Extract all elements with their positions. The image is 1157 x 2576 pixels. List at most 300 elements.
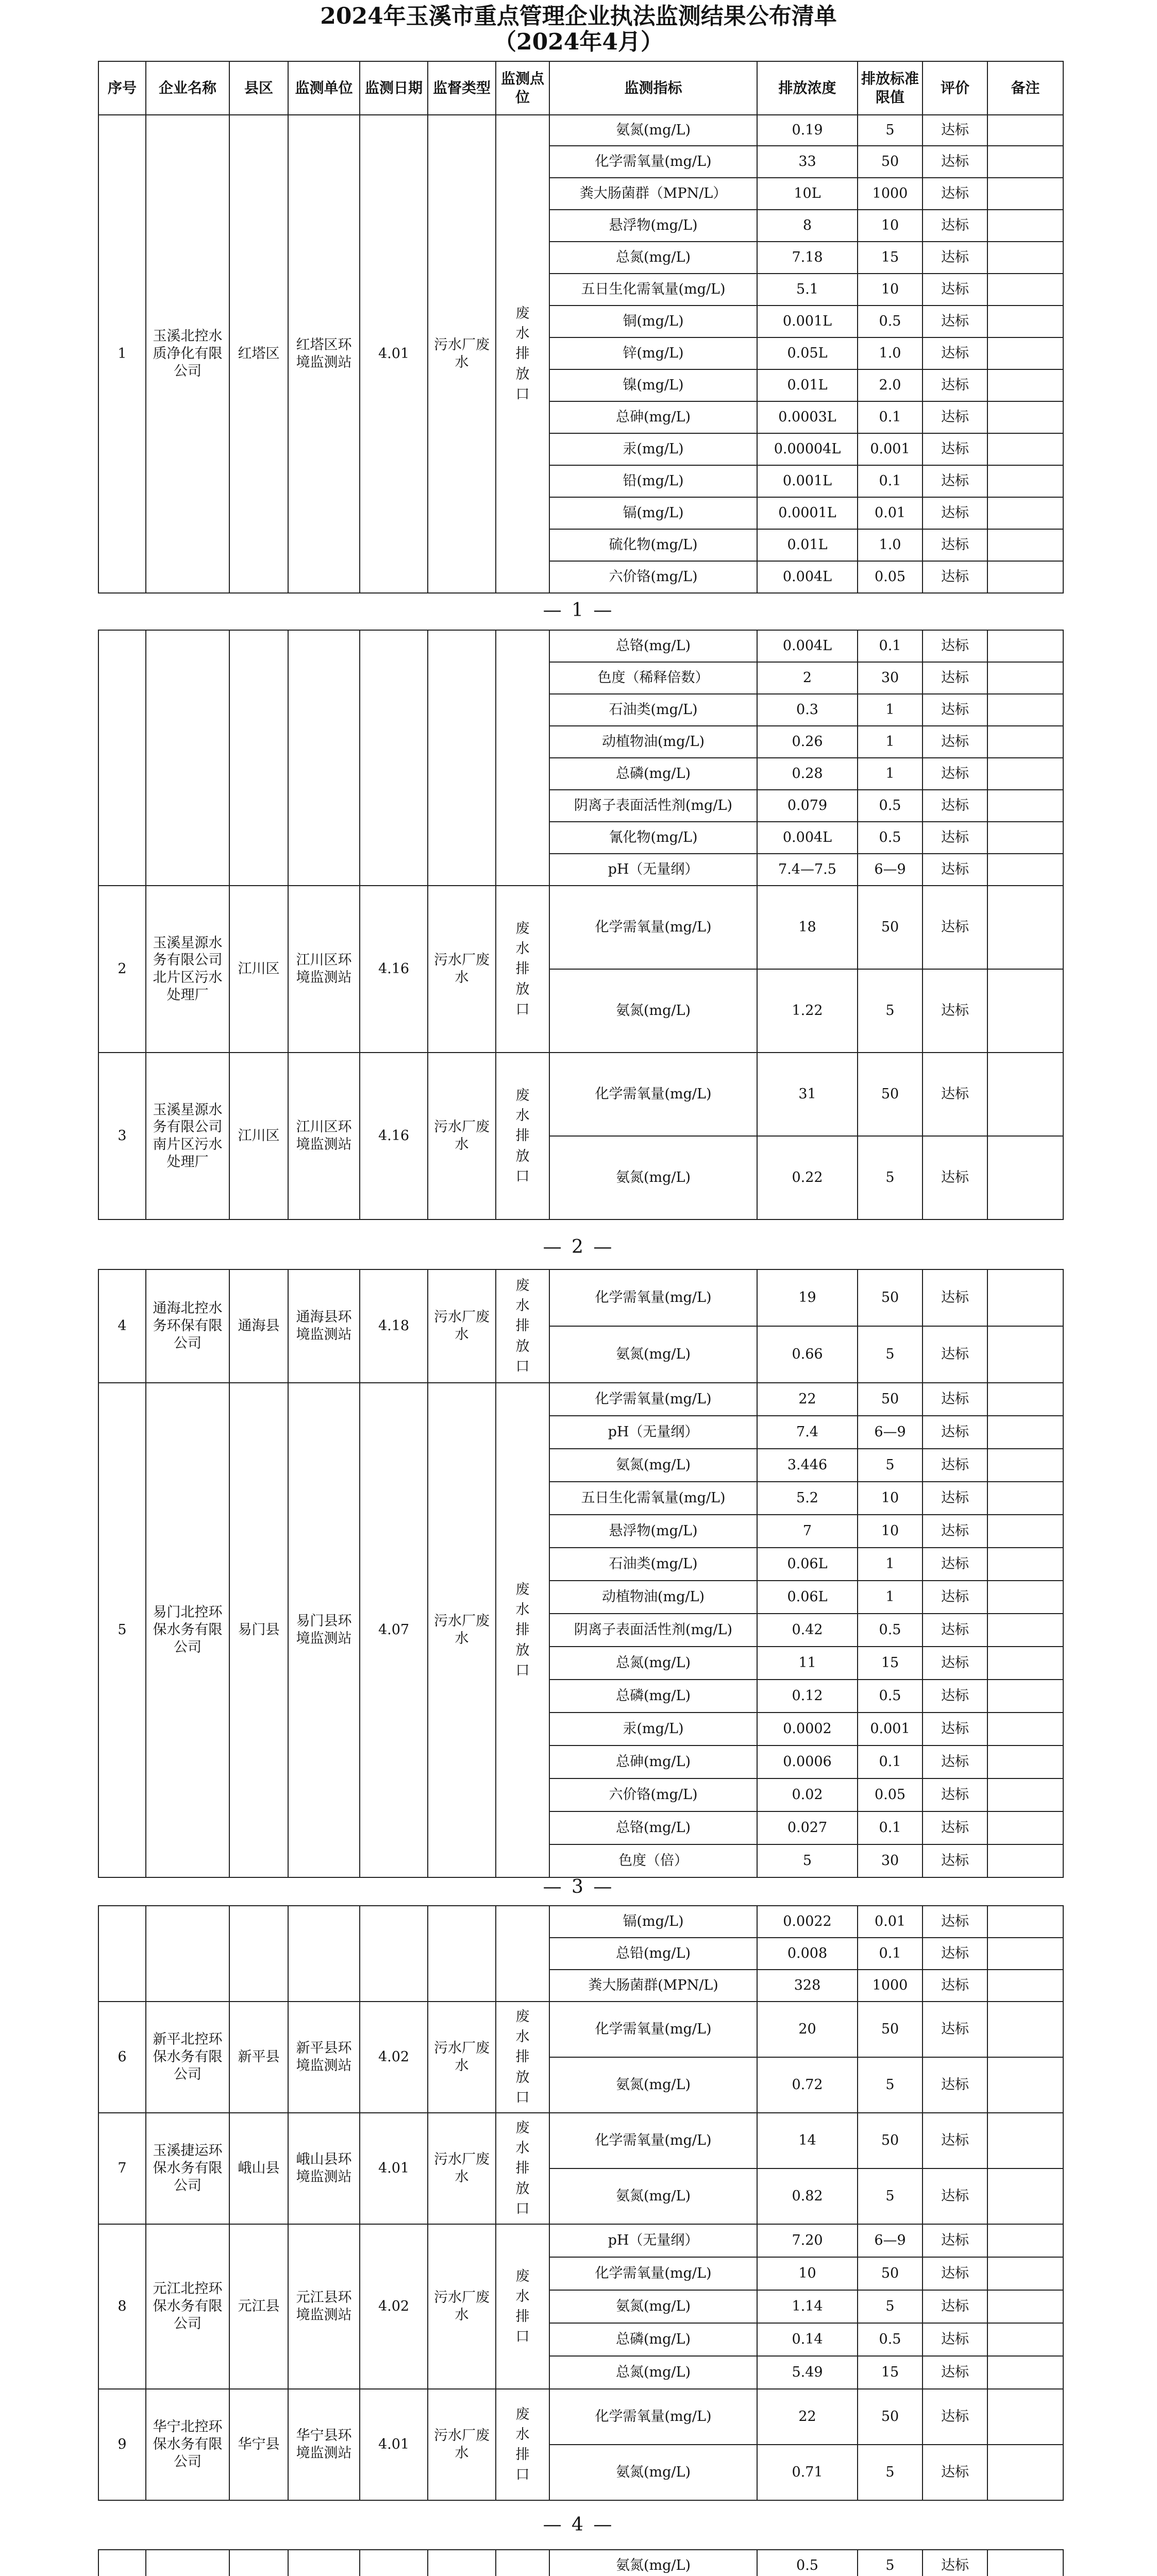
remark-cell xyxy=(987,1548,1063,1581)
indicator-name: 石油类(mg/L) xyxy=(549,694,757,726)
emission-limit: 10 xyxy=(858,1482,923,1515)
emission-limit: 50 xyxy=(858,1269,923,1326)
seq-cell: 9 xyxy=(98,2389,146,2500)
evaluation-result: 达标 xyxy=(923,1647,987,1680)
emission-value: 31 xyxy=(757,1053,858,1136)
monitor-unit: 元江县环境监测站 xyxy=(288,2224,360,2389)
company-name: 通海北控水务环保有限公司 xyxy=(146,1269,229,1383)
indicator-name: 总氮(mg/L) xyxy=(549,2356,757,2389)
indicator-name: 阴离子表面活性剂(mg/L) xyxy=(549,1614,757,1647)
emission-limit: 5 xyxy=(858,1326,923,1383)
emission-limit: 2.0 xyxy=(858,369,923,401)
remark-cell xyxy=(987,2257,1063,2290)
emission-value: 0.00004L xyxy=(757,433,858,465)
header-row xyxy=(98,61,1063,115)
remark-cell xyxy=(987,210,1063,242)
remark-cell xyxy=(987,1326,1063,1383)
indicator-name: 铜(mg/L) xyxy=(549,306,757,337)
remark-cell xyxy=(987,1745,1063,1778)
remark-cell xyxy=(987,886,1063,969)
emission-limit: 30 xyxy=(858,662,923,694)
emission-limit: 0.01 xyxy=(858,497,923,529)
evaluation-result: 达标 xyxy=(923,369,987,401)
emission-value: 328 xyxy=(757,1970,858,2002)
emission-value: 0.5 xyxy=(757,2550,858,2576)
evaluation-result: 达标 xyxy=(923,2290,987,2323)
emission-value: 11 xyxy=(757,1647,858,1680)
emission-limit: 15 xyxy=(858,1647,923,1680)
remark-cell xyxy=(987,1970,1063,2002)
emission-limit: 0.1 xyxy=(858,1811,923,1844)
document-subtitle: （2024年4月） xyxy=(493,29,664,55)
evaluation-result: 达标 xyxy=(923,854,987,886)
continued-cell xyxy=(360,630,428,886)
evaluation-result: 达标 xyxy=(923,2445,987,2500)
emission-value: 0.004L xyxy=(757,822,858,854)
remark-cell xyxy=(987,1482,1063,1515)
remark-cell xyxy=(987,2224,1063,2257)
remark-cell xyxy=(987,2550,1063,2576)
indicator-name: 化学需氧量(mg/L) xyxy=(549,2113,757,2168)
indicator-name: 粪大肠菌群(MPN/L) xyxy=(549,1970,757,2002)
monitor-point xyxy=(496,2389,549,2500)
remark-cell xyxy=(987,1136,1063,1219)
supervision-type: 污水厂废水 xyxy=(428,886,496,1053)
remark-cell xyxy=(987,1778,1063,1811)
emission-value: 7.4—7.5 xyxy=(757,854,858,886)
indicator-name: 化学需氧量(mg/L) xyxy=(549,2257,757,2290)
emission-limit: 15 xyxy=(858,2356,923,2389)
header-cell: 县区 xyxy=(229,61,288,115)
monitor-unit: 江川区环境监测站 xyxy=(288,886,360,1053)
county-cell: 华宁县 xyxy=(229,2389,288,2500)
company-name: 玉溪星源水务有限公司北片区污水处理厂 xyxy=(146,886,229,1053)
monitor-point xyxy=(496,1269,549,1383)
emission-limit: 0.001 xyxy=(858,1713,923,1745)
emission-value: 0.01L xyxy=(757,369,858,401)
results-table-page-5 xyxy=(98,2549,1064,2576)
remark-cell xyxy=(987,1938,1063,1970)
emission-limit: 1 xyxy=(858,694,923,726)
indicator-name: 总铅(mg/L) xyxy=(549,1938,757,1970)
emission-limit: 50 xyxy=(858,1383,923,1416)
header-cell: 排放标准限值 xyxy=(858,61,923,115)
emission-value: 0.008 xyxy=(757,1938,858,1970)
table-row xyxy=(98,1383,1063,1416)
header-cell: 监测点位 xyxy=(496,61,549,115)
results-table-page-1 xyxy=(98,61,1064,594)
evaluation-result: 达标 xyxy=(923,2224,987,2257)
evaluation-result: 达标 xyxy=(923,306,987,337)
evaluation-result: 达标 xyxy=(923,1745,987,1778)
emission-value: 2 xyxy=(757,662,858,694)
emission-limit: 0.05 xyxy=(858,561,923,593)
emission-limit: 50 xyxy=(858,2257,923,2290)
emission-limit: 1.0 xyxy=(858,529,923,561)
emission-limit: 5 xyxy=(858,2445,923,2500)
remark-cell xyxy=(987,630,1063,662)
evaluation-result: 达标 xyxy=(923,1906,987,1938)
continued-cell xyxy=(288,1906,360,2002)
evaluation-result: 达标 xyxy=(923,1269,987,1326)
remark-cell xyxy=(987,1647,1063,1680)
results-table-page-3 xyxy=(98,1269,1064,1878)
indicator-name: 六价铬(mg/L) xyxy=(549,561,757,593)
table-row xyxy=(98,1906,1063,1938)
indicator-name: 六价铬(mg/L) xyxy=(549,1778,757,1811)
indicator-name: 五日生化需氧量(mg/L) xyxy=(549,1482,757,1515)
page-number: — 3 — xyxy=(543,1876,614,1897)
indicator-name: 总磷(mg/L) xyxy=(549,1680,757,1713)
monitor-point-text: 废水排放口 xyxy=(515,306,530,402)
indicator-name: 镍(mg/L) xyxy=(549,369,757,401)
indicator-name: 化学需氧量(mg/L) xyxy=(549,2002,757,2057)
monitor-point xyxy=(496,2224,549,2389)
remark-cell xyxy=(987,2323,1063,2356)
supervision-type: 污水厂废水 xyxy=(428,115,496,593)
evaluation-result: 达标 xyxy=(923,2389,987,2445)
indicator-name: 氨氮(mg/L) xyxy=(549,1136,757,1219)
emission-limit: 5 xyxy=(858,115,923,146)
evaluation-result: 达标 xyxy=(923,662,987,694)
remark-cell xyxy=(987,1844,1063,1877)
remark-cell xyxy=(987,561,1063,593)
remark-cell xyxy=(987,401,1063,433)
indicator-name: 化学需氧量(mg/L) xyxy=(549,2389,757,2445)
indicator-name: 总铬(mg/L) xyxy=(549,630,757,662)
results-table-page-2 xyxy=(98,630,1064,1220)
county-cell: 峨山县 xyxy=(229,2113,288,2224)
emission-value: 0.0001L xyxy=(757,497,858,529)
monitor-point xyxy=(496,1053,549,1219)
indicator-name: 氨氮(mg/L) xyxy=(549,115,757,146)
emission-value: 5.1 xyxy=(757,274,858,306)
monitor-unit: 江川区环境监测站 xyxy=(288,1053,360,1219)
indicator-name: 总氮(mg/L) xyxy=(549,242,757,274)
indicator-name: pH（无量纲） xyxy=(549,854,757,886)
emission-value: 0.72 xyxy=(757,2057,858,2113)
emission-value: 0.004L xyxy=(757,630,858,662)
emission-value: 20 xyxy=(757,2002,858,2057)
evaluation-result: 达标 xyxy=(923,886,987,969)
monitor-point-text: 废水排放口 xyxy=(515,921,530,1018)
emission-limit: 50 xyxy=(858,2389,923,2445)
remark-cell xyxy=(987,2113,1063,2168)
remark-cell xyxy=(987,2356,1063,2389)
monitor-unit: 新平县环境监测站 xyxy=(288,2002,360,2113)
indicator-name: 化学需氧量(mg/L) xyxy=(549,146,757,178)
seq-cell: 7 xyxy=(98,2113,146,2224)
remark-cell xyxy=(987,1416,1063,1449)
remark-cell xyxy=(987,969,1063,1053)
company-name: 易门北控环保水务有限公司 xyxy=(146,1383,229,1877)
seq-cell: 8 xyxy=(98,2224,146,2389)
indicator-name: pH（无量纲） xyxy=(549,1416,757,1449)
indicator-name: 氨氮(mg/L) xyxy=(549,2550,757,2576)
evaluation-result: 达标 xyxy=(923,1326,987,1383)
emission-limit: 6—9 xyxy=(858,1416,923,1449)
emission-limit: 0.05 xyxy=(858,1778,923,1811)
evaluation-result: 达标 xyxy=(923,1713,987,1745)
emission-limit: 0.1 xyxy=(858,401,923,433)
monitor-date: 4.02 xyxy=(360,2002,428,2113)
emission-value: 0.66 xyxy=(757,1326,858,1383)
indicator-name: 汞(mg/L) xyxy=(549,1713,757,1745)
indicator-name: 氨氮(mg/L) xyxy=(549,1449,757,1482)
monitor-date: 4.01 xyxy=(360,2389,428,2500)
monitor-date: 4.01 xyxy=(360,115,428,593)
seq-cell xyxy=(98,2550,146,2576)
monitor-date: 4.02 xyxy=(360,2224,428,2389)
remark-cell xyxy=(987,337,1063,369)
emission-limit: 5 xyxy=(858,1136,923,1219)
remark-cell xyxy=(987,1053,1063,1136)
monitor-unit: 通海县环境监测站 xyxy=(288,1269,360,1383)
monitor-unit: 峨山县环境监测站 xyxy=(288,2113,360,2224)
remark-cell xyxy=(987,758,1063,790)
evaluation-result: 达标 xyxy=(923,2257,987,2290)
remark-cell xyxy=(987,726,1063,758)
evaluation-result: 达标 xyxy=(923,630,987,662)
emission-value: 0.01L xyxy=(757,529,858,561)
evaluation-result: 达标 xyxy=(923,337,987,369)
monitor-point xyxy=(496,2002,549,2113)
evaluation-result: 达标 xyxy=(923,1970,987,2002)
monitor-unit: 华宁县环境监测站 xyxy=(288,2389,360,2500)
emission-value: 0.05L xyxy=(757,337,858,369)
monitor-point-text: 废水排放口 xyxy=(515,1088,530,1184)
remark-cell xyxy=(987,854,1063,886)
emission-limit: 0.5 xyxy=(858,1680,923,1713)
indicator-name: 镉(mg/L) xyxy=(549,497,757,529)
document-title: 2024年玉溪市重点管理企业执法监测结果公布清单 xyxy=(320,3,837,29)
evaluation-result: 达标 xyxy=(923,2323,987,2356)
remark-cell xyxy=(987,115,1063,146)
evaluation-result: 达标 xyxy=(923,2113,987,2168)
emission-value: 0.001L xyxy=(757,306,858,337)
emission-limit: 15 xyxy=(858,242,923,274)
company-name: 新平北控环保水务有限公司 xyxy=(146,2002,229,2113)
seq-cell: 6 xyxy=(98,2002,146,2113)
remark-cell xyxy=(987,1515,1063,1548)
emission-limit: 50 xyxy=(858,2113,923,2168)
remark-cell xyxy=(987,529,1063,561)
remark-cell xyxy=(987,662,1063,694)
emission-value: 0.06L xyxy=(757,1548,858,1581)
indicator-name: 总铬(mg/L) xyxy=(549,1811,757,1844)
emission-value: 18 xyxy=(757,886,858,969)
indicator-name: 石油类(mg/L) xyxy=(549,1548,757,1581)
indicator-name: 锌(mg/L) xyxy=(549,337,757,369)
emission-limit: 50 xyxy=(858,886,923,969)
table-row xyxy=(98,2113,1063,2168)
evaluation-result: 达标 xyxy=(923,1680,987,1713)
indicator-name: 氨氮(mg/L) xyxy=(549,2057,757,2113)
page-number: — 4 — xyxy=(543,2514,614,2535)
emission-value: 7.20 xyxy=(757,2224,858,2257)
monitor-unit: 易门县环境监测站 xyxy=(288,1383,360,1877)
indicator-name: 悬浮物(mg/L) xyxy=(549,210,757,242)
evaluation-result: 达标 xyxy=(923,1844,987,1877)
table-row xyxy=(98,115,1063,146)
emission-limit: 0.5 xyxy=(858,1614,923,1647)
monitor-point xyxy=(496,886,549,1053)
monitor-date: 4.07 xyxy=(360,1383,428,1877)
remark-cell xyxy=(987,1383,1063,1416)
emission-limit: 1 xyxy=(858,1581,923,1614)
continued-cell xyxy=(496,1906,549,2002)
county-cell: 元江县 xyxy=(229,2224,288,2389)
company-name: 玉溪北控水质净化有限公司 xyxy=(146,115,229,593)
emission-value: 1.22 xyxy=(757,969,858,1053)
seq-cell: 4 xyxy=(98,1269,146,1383)
remark-cell xyxy=(987,497,1063,529)
evaluation-result: 达标 xyxy=(923,758,987,790)
indicator-name: 化学需氧量(mg/L) xyxy=(549,1383,757,1416)
county-cell: 江川区 xyxy=(229,886,288,1053)
monitor-point-text: 废水排放口 xyxy=(515,1278,530,1375)
emission-limit: 0.1 xyxy=(858,465,923,497)
supervision-type: 污水厂废水 xyxy=(428,1053,496,1219)
indicator-name: 五日生化需氧量(mg/L) xyxy=(549,274,757,306)
emission-limit: 0.5 xyxy=(858,790,923,822)
indicator-name: 悬浮物(mg/L) xyxy=(549,1515,757,1548)
evaluation-result: 达标 xyxy=(923,969,987,1053)
emission-value: 19 xyxy=(757,1269,858,1326)
monitor-date: 4.18 xyxy=(360,1269,428,1383)
evaluation-result: 达标 xyxy=(923,1614,987,1647)
header-cell: 监测日期 xyxy=(360,61,428,115)
emission-limit: 0.1 xyxy=(858,1938,923,1970)
remark-cell xyxy=(987,1811,1063,1844)
emission-value: 1.14 xyxy=(757,2290,858,2323)
emission-limit: 0.001 xyxy=(858,433,923,465)
indicator-name: 镉(mg/L) xyxy=(549,1906,757,1938)
emission-value: 0.0006 xyxy=(757,1745,858,1778)
evaluation-result: 达标 xyxy=(923,115,987,146)
remark-cell xyxy=(987,433,1063,465)
emission-value: 0.71 xyxy=(757,2445,858,2500)
evaluation-result: 达标 xyxy=(923,1811,987,1844)
emission-limit: 5 xyxy=(858,969,923,1053)
remark-cell xyxy=(987,2290,1063,2323)
continued-cell xyxy=(288,630,360,886)
indicator-name: 总磷(mg/L) xyxy=(549,758,757,790)
emission-value: 3.446 xyxy=(757,1449,858,1482)
evaluation-result: 达标 xyxy=(923,2057,987,2113)
monitor-point-text: 废水排放口 xyxy=(515,2009,530,2106)
emission-limit: 5 xyxy=(858,2057,923,2113)
emission-value: 5 xyxy=(757,1844,858,1877)
indicator-name: 色度（稀释倍数） xyxy=(549,662,757,694)
monitor-point-text: 废水排放口 xyxy=(515,1582,530,1679)
continued-cell xyxy=(360,1906,428,2002)
monitor-unit xyxy=(288,2550,360,2576)
emission-value: 7 xyxy=(757,1515,858,1548)
page-number: — 1 — xyxy=(543,600,614,621)
seq-cell: 2 xyxy=(98,886,146,1053)
continued-cell xyxy=(496,630,549,886)
county-cell: 江川区 xyxy=(229,1053,288,1219)
emission-limit: 6—9 xyxy=(858,854,923,886)
continued-cell xyxy=(146,630,229,886)
remark-cell xyxy=(987,369,1063,401)
supervision-type: 污水厂废水 xyxy=(428,1383,496,1877)
supervision-type: 污水厂废水 xyxy=(428,2389,496,2500)
emission-value: 0.079 xyxy=(757,790,858,822)
emission-value: 7.18 xyxy=(757,242,858,274)
supervision-type: 污水厂废水 xyxy=(428,1269,496,1383)
continued-cell xyxy=(98,630,146,886)
evaluation-result: 达标 xyxy=(923,529,987,561)
continued-cell xyxy=(428,1906,496,2002)
remark-cell xyxy=(987,1680,1063,1713)
emission-value: 7.4 xyxy=(757,1416,858,1449)
emission-value: 0.14 xyxy=(757,2323,858,2356)
emission-value: 0.3 xyxy=(757,694,858,726)
company-name xyxy=(146,2550,229,2576)
emission-limit: 1000 xyxy=(858,178,923,210)
evaluation-result: 达标 xyxy=(923,274,987,306)
indicator-name: 铅(mg/L) xyxy=(549,465,757,497)
emission-value: 10 xyxy=(757,2257,858,2290)
evaluation-result: 达标 xyxy=(923,1449,987,1482)
header-cell: 监测单位 xyxy=(288,61,360,115)
header-cell: 监督类型 xyxy=(428,61,496,115)
indicator-name: 色度（倍） xyxy=(549,1844,757,1877)
indicator-name: pH（无量纲） xyxy=(549,2224,757,2257)
remark-cell xyxy=(987,1449,1063,1482)
emission-limit: 50 xyxy=(858,2002,923,2057)
emission-value: 0.06L xyxy=(757,1581,858,1614)
results-table-page-4 xyxy=(98,1905,1064,2501)
seq-cell: 1 xyxy=(98,115,146,593)
emission-value: 0.001L xyxy=(757,465,858,497)
emission-limit: 0.1 xyxy=(858,630,923,662)
emission-limit: 1 xyxy=(858,726,923,758)
emission-limit: 10 xyxy=(858,210,923,242)
company-name: 华宁北控环保水务有限公司 xyxy=(146,2389,229,2500)
emission-limit: 5 xyxy=(858,2290,923,2323)
remark-cell xyxy=(987,2389,1063,2445)
remark-cell xyxy=(987,1614,1063,1647)
monitor-point-text: 废水排口 xyxy=(515,2268,530,2345)
monitor-point xyxy=(496,2550,549,2576)
indicator-name: 总砷(mg/L) xyxy=(549,1745,757,1778)
emission-limit: 0.5 xyxy=(858,2323,923,2356)
evaluation-result: 达标 xyxy=(923,1938,987,1970)
emission-value: 0.004L xyxy=(757,561,858,593)
emission-value: 0.19 xyxy=(757,115,858,146)
indicator-name: 硫化物(mg/L) xyxy=(549,529,757,561)
evaluation-result: 达标 xyxy=(923,1548,987,1581)
county-cell: 易门县 xyxy=(229,1383,288,1877)
emission-limit: 0.1 xyxy=(858,1745,923,1778)
county-cell: 通海县 xyxy=(229,1269,288,1383)
remark-cell xyxy=(987,1581,1063,1614)
indicator-name: 氨氮(mg/L) xyxy=(549,969,757,1053)
remark-cell xyxy=(987,2445,1063,2500)
monitor-point xyxy=(496,2113,549,2224)
monitor-point xyxy=(496,1383,549,1877)
indicator-name: 汞(mg/L) xyxy=(549,433,757,465)
table-row xyxy=(98,1269,1063,1326)
monitor-date: 4.16 xyxy=(360,886,428,1053)
remark-cell xyxy=(987,1269,1063,1326)
indicator-name: 总磷(mg/L) xyxy=(549,2323,757,2356)
emission-limit: 50 xyxy=(858,146,923,178)
emission-limit: 0.5 xyxy=(858,306,923,337)
